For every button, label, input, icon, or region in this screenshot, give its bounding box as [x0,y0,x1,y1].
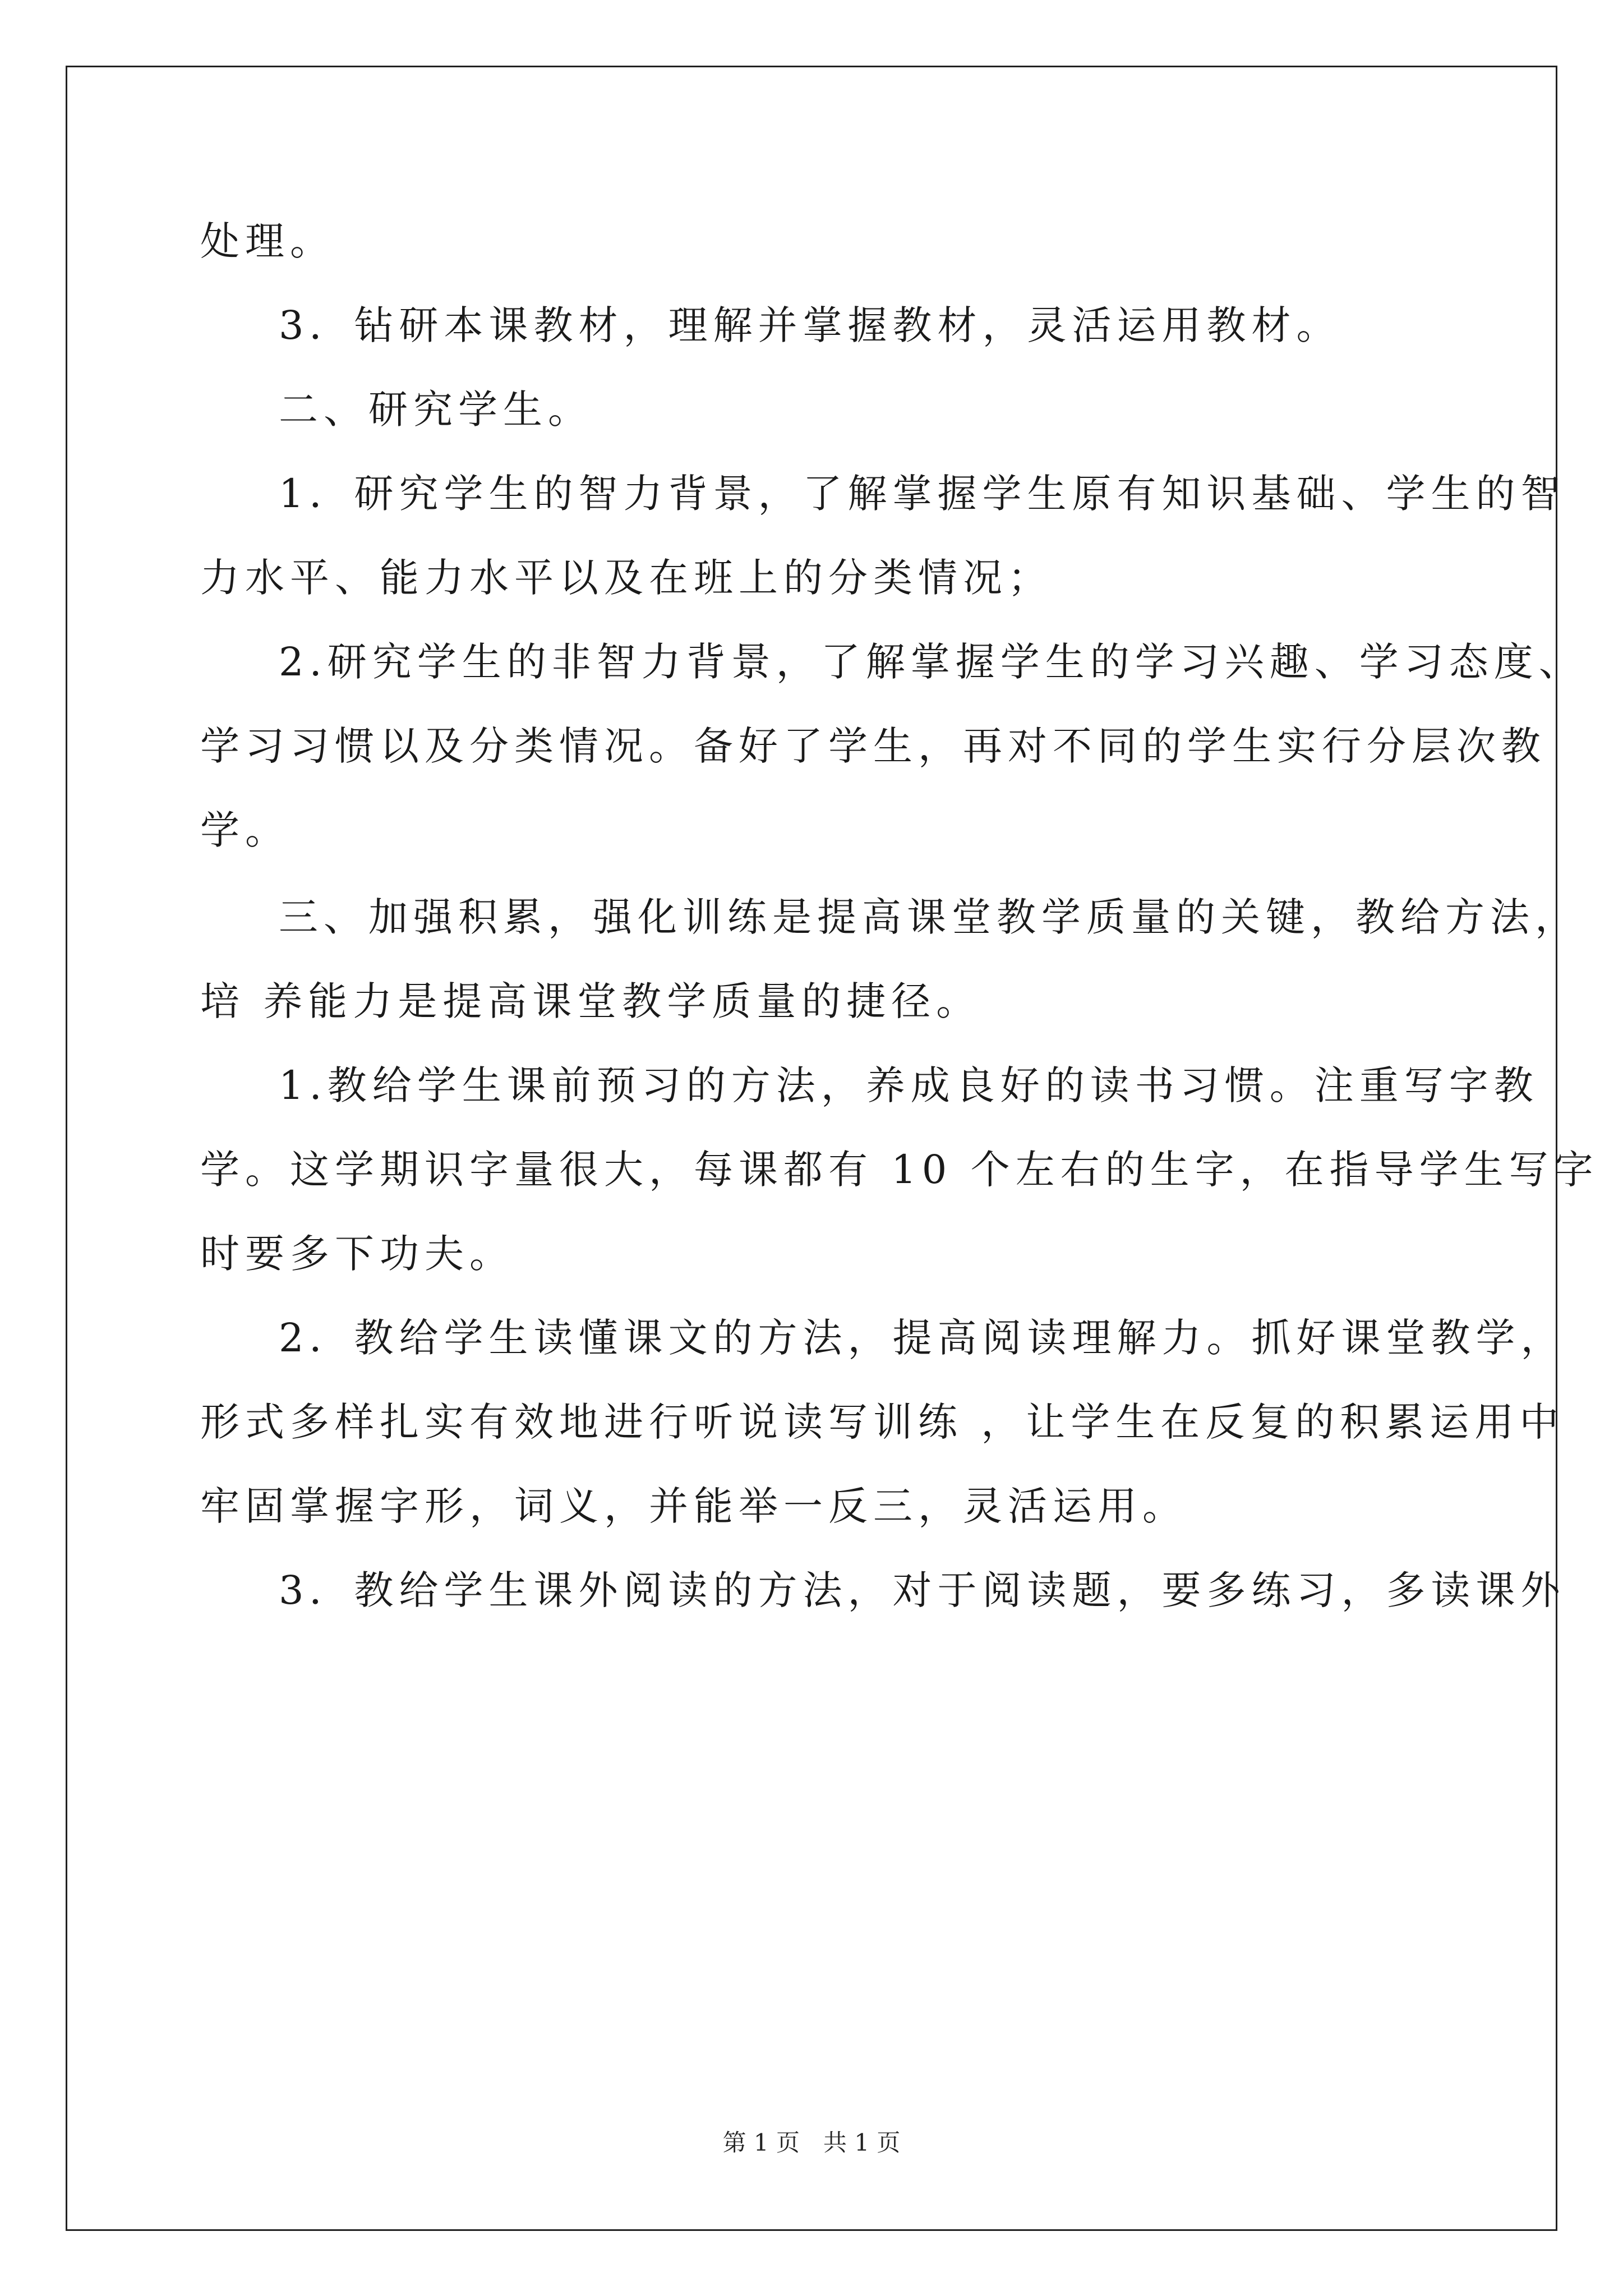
text-line: 3．钻研本课教材，理解并掌握教材，灵活运用教材。 [279,302,1341,348]
text-line: 时要多下功夫。 [200,1231,514,1277]
text-line: 2.研究学生的非智力背景，了解掌握学生的学习兴趣、学习态度、 [279,639,1584,685]
text-line: 形式多样扎实有效地进行听说读写训练 ，让学生在反复的积累运用中 [200,1399,1565,1445]
text-line: 1．研究学生的智力背景，了解掌握学生原有知识基础、学生的智 [279,471,1566,517]
section-heading: 二、研究学生。 [279,386,593,432]
text-line: 3．教给学生课外阅读的方法，对于阅读题，要多练习，多读课外 [279,1567,1566,1613]
text-line: 培 养能力是提高课堂教学质量的捷径。 [200,978,981,1024]
section-heading: 三、加强积累，强化训练是提高课堂教学质量的关键，教给方法， [279,894,1580,940]
text-line: 力水平、能力水平以及在班上的分类情况； [200,555,1053,601]
text-line: 处理。 [200,218,335,264]
text-line: 学习习惯以及分类情况。备好了学生，再对不同的学生实行分层次教 [200,723,1546,769]
text-line: 牢固掌握字形，词义，并能举一反三，灵活运用。 [200,1483,1187,1529]
text-line: 学。 [200,807,290,853]
text-line: 学。这学期识字量很大，每课都有 10 个左右的生字，在指导学生写字 [200,1147,1599,1193]
page-footer: 第 1 页 共 1 页 [722,2129,901,2156]
text-line: 1.教给学生课前预习的方法，养成良好的读书习惯。注重写字教 [279,1062,1539,1108]
text-line: 2．教给学生读懂课文的方法，提高阅读理解力。抓好课堂教学， [279,1315,1566,1361]
